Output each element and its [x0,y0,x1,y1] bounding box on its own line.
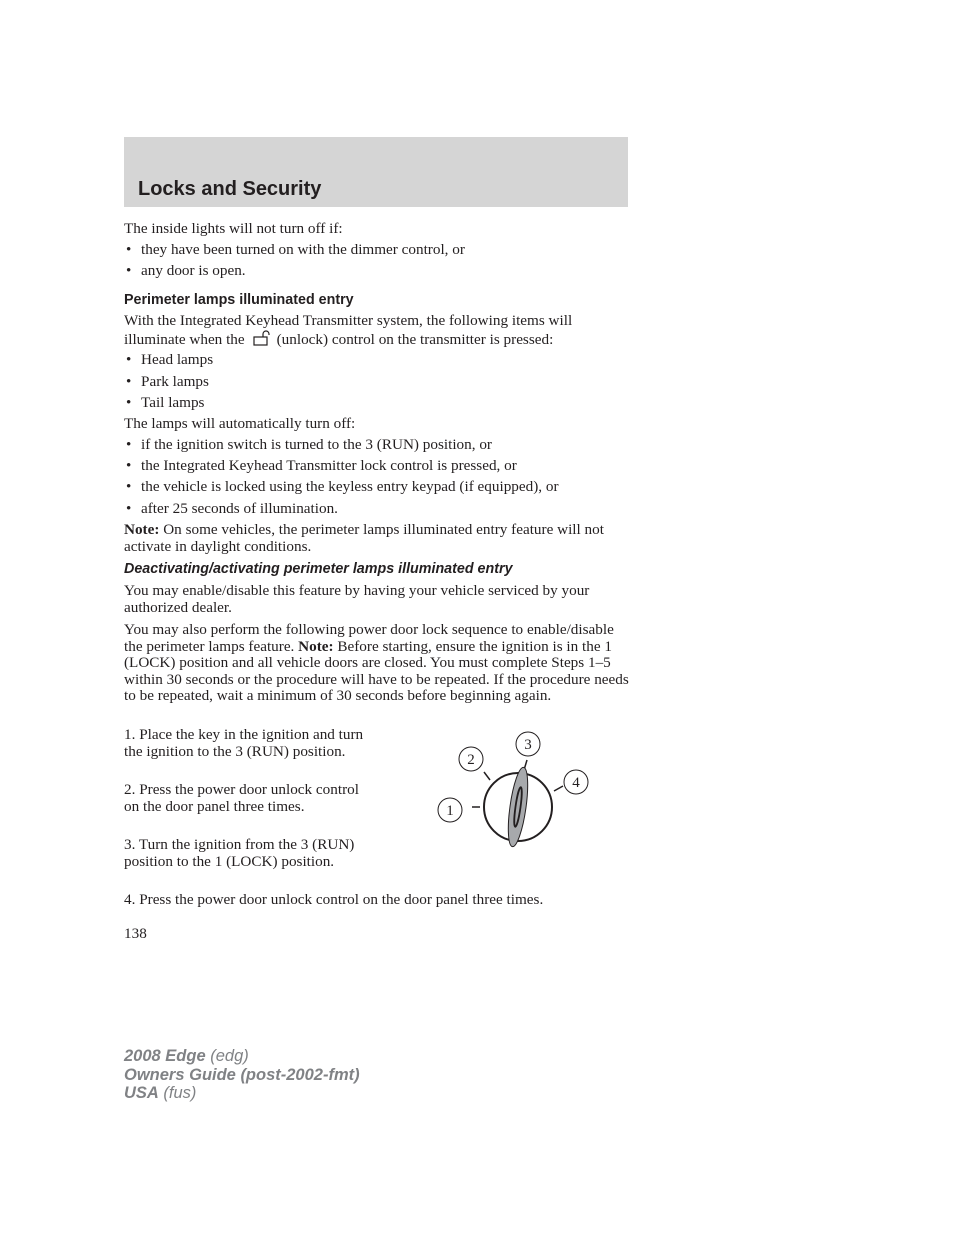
page-number: 138 [124,925,147,942]
deactivating-paragraph-2: You may also perform the following power door lock sequence to enable/disable the perimeter lamps feature. Note: Before starting, ensure the ignition is in the 1 (LOCK) position and all vehicle doors are closed. You must complete Steps 1–5 within 30 seconds or the procedure will have to be repeated. If the procedure needs to be repeated, wait a minimum of 30 seconds before beginning again. [124,621,629,704]
section-title: Locks and Security [138,178,322,200]
perimeter-paragraph: With the Integrated Keyhead Transmitter system, the following items will illuminate when the (unlock) control on the transmitter is pressed: [124,312,573,348]
step-2: 2. Press the power door unlock control on the door panel three times. [124,781,359,815]
lamps-off-text: The lamps will automatically turn off: [124,415,356,432]
step-1: 1. Place the key in the ignition and turn the ignition to the 3 (RUN) position. [124,726,364,760]
step-3: 3. Turn the ignition from the 3 (RUN) position to the 1 (LOCK) position. [124,836,355,870]
figure-label-1: 1 [446,803,454,819]
note-paragraph: Note: On some vehicles, the perimeter lamps illuminated entry feature will not activate in daylight conditions. [124,521,604,555]
figure-label-4: 4 [572,775,580,791]
perimeter-heading: Perimeter lamps illuminated entry [124,292,354,308]
step-4: 4. Press the power door unlock control on the door panel three times. [124,891,544,908]
footer: 2008 Edge (edg) Owners Guide (post-2002-fmt) USA (fus) [124,1047,360,1102]
ignition-switch-icon [430,725,600,855]
intro-text: The inside lights will not turn off if: [124,220,343,237]
figure-label-3: 3 [524,737,532,753]
figure-label-2: 2 [467,752,475,768]
deactivating-paragraph-1: You may enable/disable this feature by having your vehicle serviced by your authorized dealer. [124,582,590,616]
deactivating-heading: Deactivating/activating perimeter lamps illuminated entry [124,561,513,577]
unlock-icon [251,330,273,346]
